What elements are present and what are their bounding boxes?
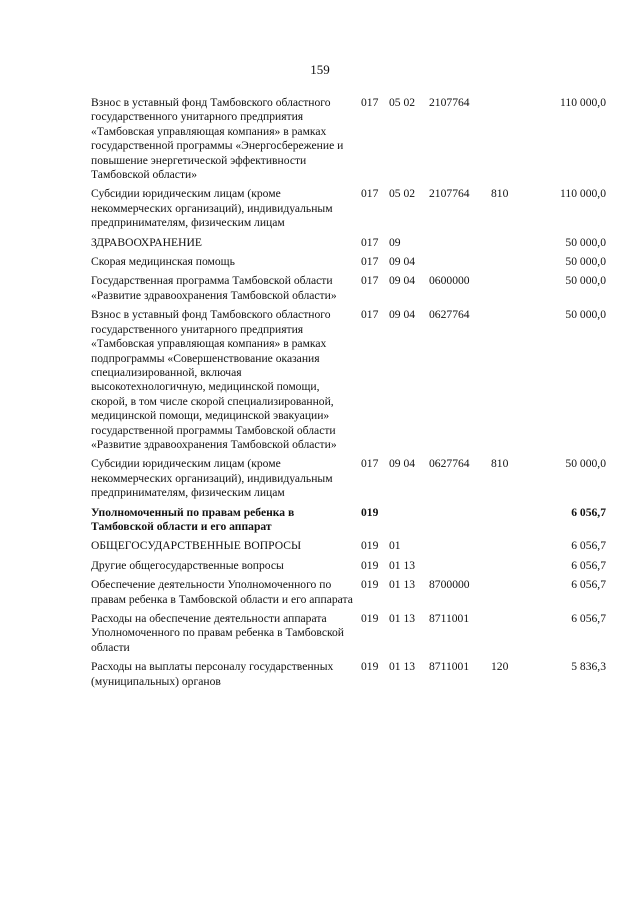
row-gov-code: 019 [361, 578, 379, 592]
row-amount: 50 000,0 [565, 274, 606, 288]
row-expense-type: 810 [491, 457, 509, 471]
row-expense-type [489, 506, 519, 540]
row-amount: 6 056,7 [571, 612, 606, 625]
row-gov-code: 017 [361, 235, 379, 249]
row-expense-type [489, 96, 519, 187]
row-target-code: 2107764 [429, 187, 470, 201]
row-gov-code: 017 [361, 308, 379, 322]
row-name: Другие общегосударственные вопросы [91, 558, 284, 572]
row-section-code: 09 04 [389, 274, 416, 288]
row-section-code: 01 13 [389, 612, 416, 625]
row-gov-code: 019 [361, 660, 379, 674]
table-row [91, 660, 606, 694]
row-amount: 50 000,0 [565, 308, 606, 322]
row-target-code: 0600000 [429, 274, 470, 288]
row-gov-code: 017 [361, 457, 379, 471]
row-amount: 50 000,0 [565, 457, 606, 471]
table-row [91, 187, 606, 235]
budget-table [91, 96, 606, 694]
row-target-code: 2107764 [429, 96, 470, 109]
row-section-code: 05 02 [389, 96, 416, 109]
row-gov-code: 019 [361, 505, 379, 519]
row-name: Государственная программа Тамбовской области «Развитие здравоохранения Тамбовской области» [91, 274, 337, 302]
table-row [91, 539, 606, 558]
row-name: Взнос в уставный фонд Тамбовского областного государственного унитарного предприятия «Тамбовская управляющая компания» в рамках государственной программы «Энергосбережение и повышение энергетической эффективности Тамбовской области» [91, 96, 344, 182]
row-name: Расходы на обеспечение деятельности аппарата Уполномоченного по правам ребенка в Тамбовской области [91, 612, 345, 654]
row-expense-type [489, 236, 519, 255]
row-expense-type [489, 559, 519, 578]
row-expense-type [489, 539, 519, 558]
row-section-code: 01 13 [389, 558, 416, 572]
row-amount: 50 000,0 [565, 255, 606, 269]
table-row [91, 236, 606, 255]
row-section-code: 09 04 [389, 255, 416, 269]
row-gov-code: 017 [361, 96, 379, 109]
row-expense-type [489, 612, 519, 660]
table-row [91, 308, 606, 457]
row-amount: 5 836,3 [571, 660, 606, 674]
row-target-code: 8711001 [429, 660, 470, 674]
row-expense-type [489, 255, 519, 274]
row-section-code: 01 13 [389, 660, 416, 674]
row-name: Обеспечение деятельности Уполномоченного по правам ребенка в Тамбовской области и его аппарата [91, 578, 353, 606]
row-expense-type [489, 308, 519, 457]
row-amount: 110 000,0 [560, 187, 606, 201]
row-name: Скорая медицинская помощь [91, 255, 235, 269]
row-gov-code: 019 [361, 558, 379, 572]
row-section-code: 09 04 [389, 308, 416, 322]
table-row [91, 457, 606, 505]
row-section-code: 05 02 [389, 187, 416, 201]
row-section-code: 09 [389, 235, 401, 249]
row-amount: 6 056,7 [571, 558, 606, 572]
row-expense-type [489, 578, 519, 612]
row-expense-type: 120 [491, 660, 509, 674]
row-gov-code: 017 [361, 255, 379, 269]
table-row [91, 274, 606, 308]
budget-table-body [91, 96, 606, 694]
table-row [91, 506, 606, 540]
row-name: Субсидии юридическим лицам (кроме некоммерческих организаций), индивидуальным предпринимателям, физическим лицам [91, 457, 333, 500]
row-section-code [381, 506, 429, 540]
row-name: ЗДРАВООХРАНЕНИЕ [91, 235, 202, 249]
row-gov-code: 019 [361, 539, 379, 553]
row-gov-code: 019 [361, 612, 379, 625]
row-amount: 50 000,0 [565, 235, 606, 249]
table-row [91, 578, 606, 612]
row-target-code [429, 255, 489, 274]
row-target-code: 0627764 [429, 308, 470, 322]
row-name: Уполномоченный по правам ребенка в Тамбовской области и его аппарат [91, 505, 295, 533]
row-amount: 6 056,7 [571, 539, 606, 553]
row-section-code: 01 [389, 539, 401, 553]
row-name: Взнос в уставный фонд Тамбовского областного государственного унитарного предприятия «Тамбовская управляющая компания» в рамках подпрограммы «Совершенствование оказания специализированной, включая высокотехнологичную, медицинской помощи, скорой, в том числе скорой специализированной, медицинской помощи, медицинской эвакуации» государственной программы Тамбовской области «Развитие здравоохранения Тамбовской области» [91, 308, 337, 451]
row-expense-type: 810 [491, 187, 509, 201]
table-row [91, 96, 606, 187]
row-target-code [429, 506, 489, 540]
row-amount: 6 056,7 [571, 578, 606, 592]
row-section-code: 09 04 [389, 457, 416, 471]
row-target-code: 8700000 [429, 578, 470, 592]
row-name: Субсидии юридическим лицам (кроме некоммерческих организаций), индивидуальным предпринимателям, физическим лицам [91, 187, 333, 230]
row-target-code: 8711001 [429, 612, 470, 625]
row-target-code [429, 236, 489, 255]
row-name: ОБЩЕГОСУДАРСТВЕННЫЕ ВОПРОСЫ [91, 539, 302, 553]
row-target-code [429, 539, 489, 558]
table-row [91, 255, 606, 274]
row-section-code: 01 13 [389, 578, 416, 592]
row-gov-code: 017 [361, 274, 379, 288]
table-row [91, 559, 606, 578]
row-target-code [429, 559, 489, 578]
row-target-code: 0627764 [429, 457, 470, 471]
row-gov-code: 017 [361, 187, 379, 201]
row-name: Расходы на выплаты персоналу государственных (муниципальных) органов [91, 660, 334, 688]
row-amount: 110 000,0 [560, 96, 606, 109]
table-row [91, 612, 606, 660]
row-expense-type [489, 274, 519, 308]
page-number: 159 [310, 62, 330, 77]
row-amount: 6 056,7 [571, 505, 606, 519]
